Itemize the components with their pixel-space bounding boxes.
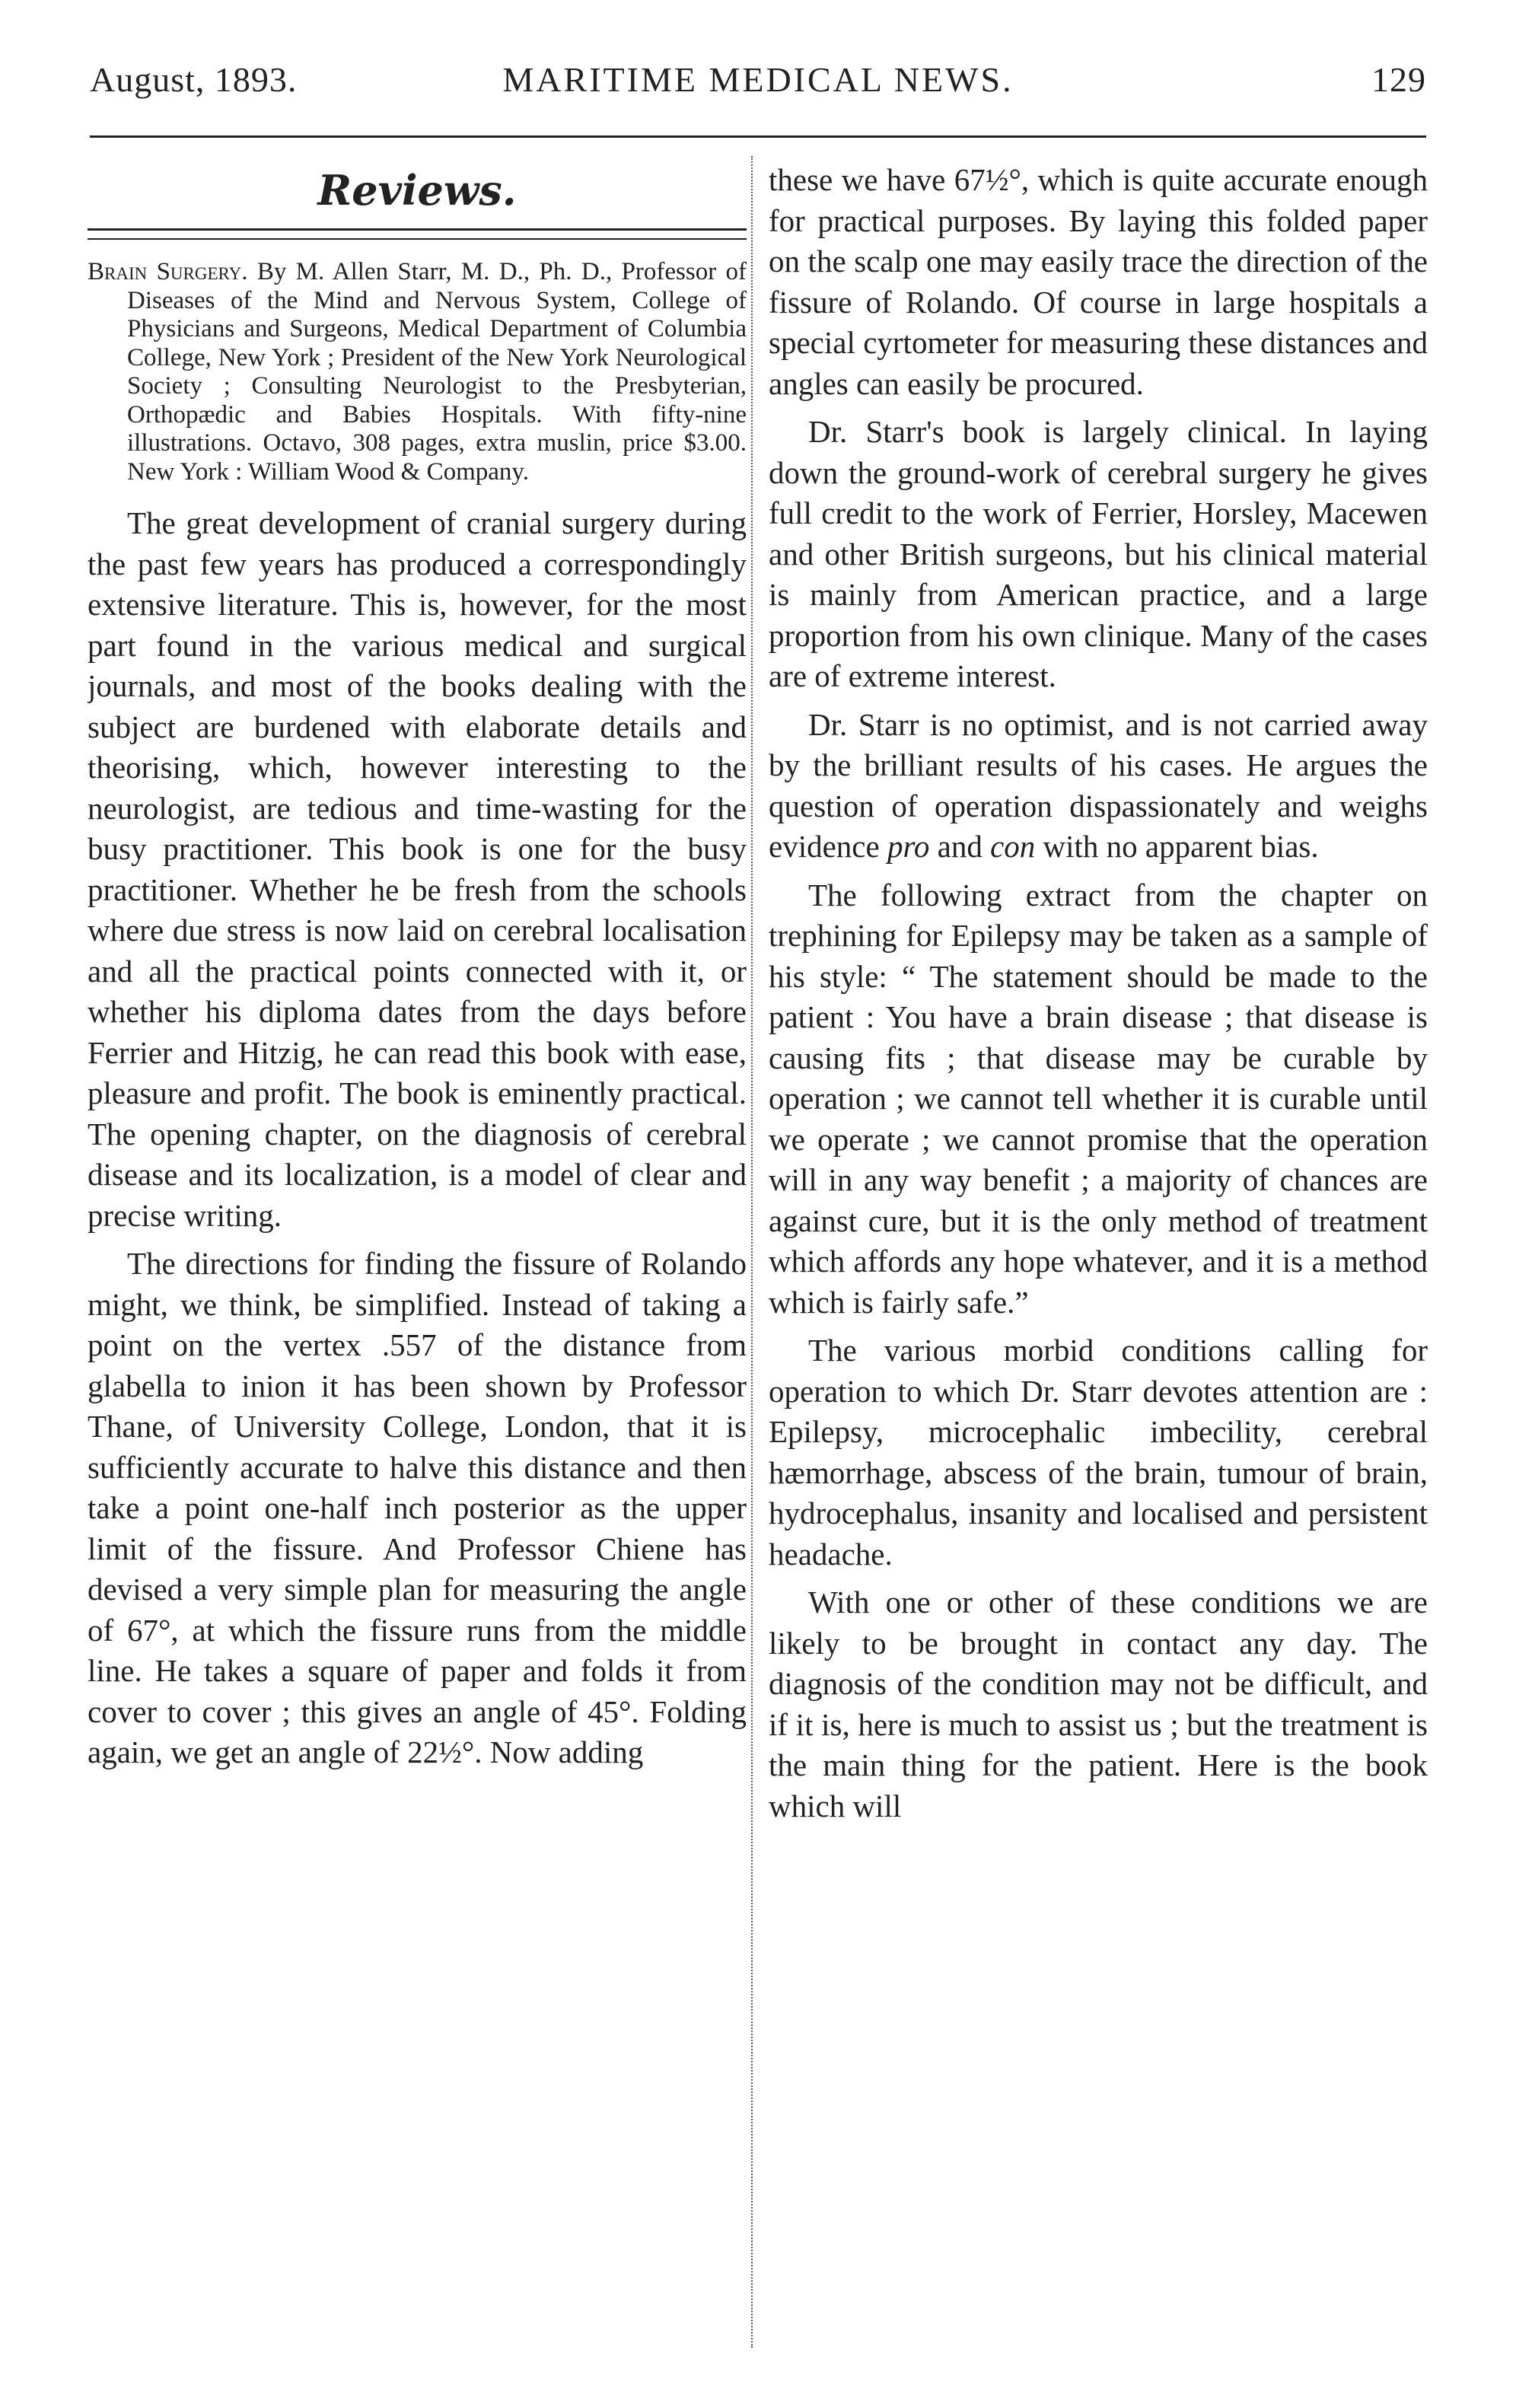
paragraph: The various morbid conditions calling for operation to which Dr. Starr devotes attention are : Epilepsy, microcephalic imbecility, cerebral hæmorrhage, abscess of the brain, tumour of brain, hydrocephalus, insanity and localised and persistent headache. bbox=[769, 1333, 1428, 1572]
running-head bbox=[90, 59, 1426, 105]
paragraph bbox=[769, 705, 1428, 868]
right-column bbox=[769, 160, 1428, 2344]
text-run: and bbox=[929, 829, 991, 864]
paragraph-continued: these we have 67½°, which is quite accurate enough for practical purposes. By laying this folded paper on the scalp one may easily trace the direction of the fissure of Rolando. Of course in large hospitals a special cyrtometer for measuring these distances and angles can easily be procured. bbox=[769, 162, 1428, 401]
paragraph-quote: The following extract from the chapter on trephining for Epilepsy may be taken as a sample of his style: “ The statement should be made to the patient : You have a brain disease ; that disease is causing fits ; that disease may be curable by operation ; we cannot tell whether it is curable until we operate ; we cannot promise that the operation will in any way benefit ; a majority of chances are against cure, but it is the only method of treatment which affords any hope whatever, and it is a method which is fairly safe.” bbox=[769, 877, 1428, 1320]
section-heading: Reviews. bbox=[317, 166, 517, 215]
book-citation bbox=[88, 258, 747, 486]
journal-title: MARITIME MEDICAL NEWS. bbox=[502, 60, 1014, 99]
text-run: Dr. Starr is no optimist, and is not carried away by the brilliant results of his cases. He argues the question of operation dispassionately and weighs evidence bbox=[769, 706, 1428, 864]
paragraph: Dr. Starr's book is largely clinical. In laying down the ground-work of cerebral surgery he gives full credit to the work of Ferrier, Horsley, Macewen and other British surgeons, but his clinical material is mainly from American practice, and a large proportion from his own clinique. Many of the cases are of extreme interest. bbox=[769, 414, 1428, 693]
page-number: 129 bbox=[1371, 60, 1426, 99]
header-rule bbox=[90, 135, 1426, 138]
paragraph: The directions for finding the fissure of Rolando might, we think, be simplified. Instead of taking a point on the vertex .557 of the distance from glabella to inion it has been shown by Professor Thane, of University College, London, that it is sufficiently accurate to halve this distance and then take a point one-half inch posterior as the upper limit of the fissure. And Professor Chiene has devised a very simple plan for measuring the angle of 67°, at which the fissure runs from the middle line. He takes a square of paper and folds it from cover to cover ; this gives an angle of 45°. Folding again, we get an angle of 22½°. Now adding bbox=[88, 1246, 747, 1769]
paragraph: The great development of cranial surgery during the past few years has produced a correspondingly extensive literature. This is, however, for the most part found in the various medical and surgical journals, and most of the books dealing with the subject are burdened with elaborate details and theorising, which, however interesting to the neurologist, are tedious and time-wasting for the busy practitioner. This book is one for the busy practitioner. Whether he be fresh from the schools where due stress is now laid on cerebral localisation and all the practical points connected with it, or whether his diploma dates from the days before Ferrier and Hitzig, he can read this book with ease, pleasure and profit. The book is eminently practical. The opening chapter, on the diagnosis of cerebral disease and its localization, is a model of clear and precise writing. bbox=[88, 505, 747, 1233]
issue-date: August, 1893. bbox=[90, 60, 298, 99]
citation-text: By M. Allen Starr, M. D., Ph. D., Professor of Diseases of the Mind and Nervous System, College of Physicians and Surgeons, Medical Department of Columbia College, New York ; President of the New York Neurological Society ; Consulting Neurologist to the Presbyterian, Orthopædic and Babies Hospitals. With fifty-nine illustrations. Octavo, 308 pages, extra muslin, price $3.00. New York : William Wood & Company. bbox=[127, 258, 747, 486]
section-rule bbox=[88, 228, 747, 240]
book-title: Brain Surgery. bbox=[88, 258, 248, 285]
left-column bbox=[88, 160, 747, 2344]
column-divider bbox=[751, 156, 753, 2348]
italic-con: con bbox=[990, 829, 1036, 864]
text-run: with no apparent bias. bbox=[1035, 829, 1319, 864]
italic-pro: pro bbox=[887, 829, 930, 864]
paragraph: With one or other of these conditions we are likely to be brought in contact any day. The diagnosis of the condition may not be difficult, and if it is, here is much to assist us ; but the treatment is the main thing for the patient. Here is the book which will bbox=[769, 1585, 1428, 1824]
